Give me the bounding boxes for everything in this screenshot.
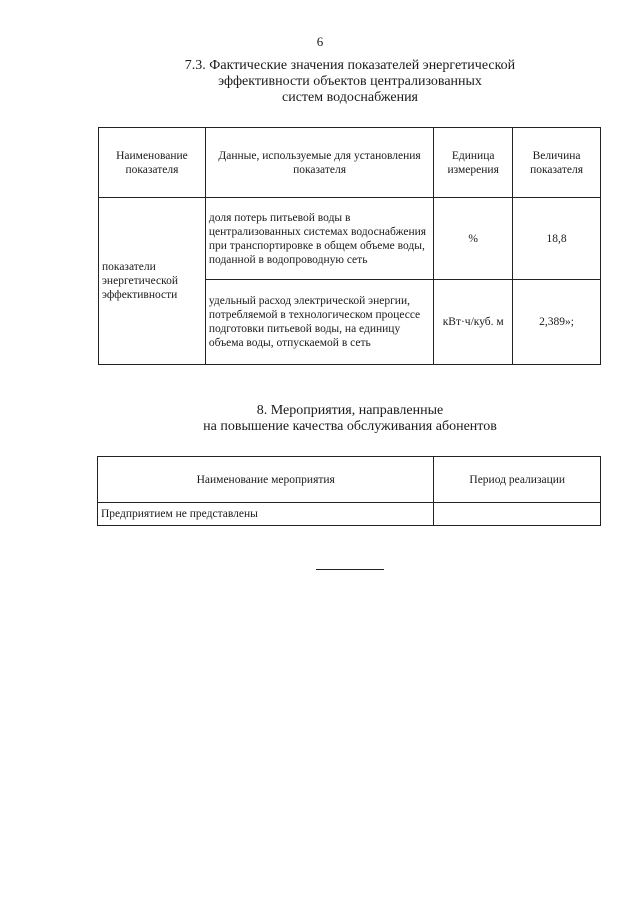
header-indicator-name: Наименование показателя bbox=[99, 128, 206, 198]
end-divider bbox=[316, 569, 384, 570]
page-number: 6 bbox=[316, 34, 324, 49]
section-title-line: эффективности объектов централизованных bbox=[218, 74, 482, 89]
header-measure-name: Наименование мероприятия bbox=[98, 457, 434, 503]
section-title-line: на повышение качества обслуживания абонентов bbox=[203, 419, 497, 434]
section-title-line: 7.3. Фактические значения показателей энергетической bbox=[184, 58, 516, 73]
table-header-row bbox=[99, 128, 601, 198]
table-row bbox=[99, 198, 601, 280]
table-row bbox=[98, 503, 601, 526]
table-header-row bbox=[98, 457, 601, 503]
section-title-line: систем водоснабжения bbox=[281, 90, 418, 105]
energy-efficiency-table bbox=[98, 127, 601, 365]
value-cell: 2,389»; bbox=[513, 280, 601, 365]
header-unit: Единица измерения bbox=[434, 128, 513, 198]
indicator-group-label: показатели энергетической эффективности bbox=[99, 198, 206, 365]
section-8-title bbox=[100, 403, 600, 435]
period-cell bbox=[434, 503, 601, 526]
indicator-data-cell: удельный расход электрической энергии, потребляемой в технологическом процессе подготовки питьевой воды, на единицу объема воды, отпускаемой в сеть bbox=[205, 280, 433, 365]
indicator-data-cell: доля потерь питьевой воды в централизованных системах водоснабжения при транспортировке в общем объеме воды, поданной в водопроводную сеть bbox=[205, 198, 433, 280]
header-period: Период реализации bbox=[434, 457, 601, 503]
value-cell: 18,8 bbox=[513, 198, 601, 280]
unit-cell: % bbox=[434, 198, 513, 280]
section-title-line: 8. Мероприятия, направленные bbox=[256, 403, 444, 418]
header-data-used: Данные, используемые для установления показателя bbox=[205, 128, 433, 198]
unit-cell: кВт·ч/куб. м bbox=[434, 280, 513, 365]
section-7-3-title bbox=[100, 58, 600, 106]
measure-name-cell: Предприятием не представлены bbox=[98, 503, 434, 526]
measures-table bbox=[97, 456, 601, 526]
header-value: Величина показателя bbox=[513, 128, 601, 198]
